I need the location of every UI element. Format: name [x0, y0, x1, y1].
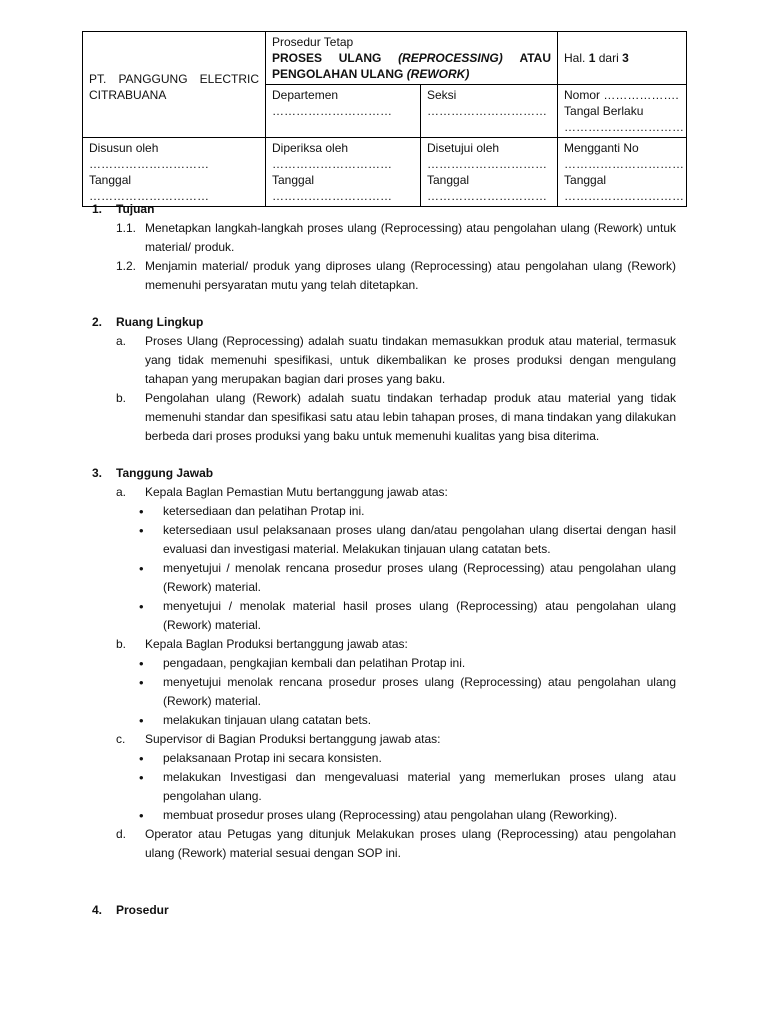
title-line-1	[272, 50, 551, 66]
document-body	[92, 200, 676, 920]
list-item	[92, 825, 676, 863]
item-label: a.	[116, 485, 127, 499]
title-cell	[266, 32, 558, 85]
bullet-list	[92, 502, 676, 635]
bullet-item: • pengadaan, pengkajian kembali dan pelatihan Protap ini.	[92, 654, 676, 673]
bullet-list	[92, 749, 676, 825]
bullet-item: • menyetujui / menolak rencana prosedur proses ulang (Reprocessing) atau pengolahan ulang (Rework) material.	[92, 559, 676, 597]
section-title: Tujuan	[116, 202, 155, 216]
page-total: 3	[622, 51, 629, 65]
section-number: 2.	[92, 315, 103, 329]
section-tanggung-jawab	[92, 464, 676, 863]
bullet-item: • melakukan tinjauan ulang catatan bets.	[92, 711, 676, 730]
prosedur-label: Prosedur Tetap	[272, 35, 354, 49]
section-ruang-lingkup	[92, 313, 676, 446]
departemen-value: …………………………	[272, 104, 392, 118]
title-line-2	[272, 66, 551, 82]
bullet-item: • membuat prosedur proses ulang (Reprocessing) atau pengolahan ulang (Reworking).	[92, 806, 676, 825]
section-number: 1.	[92, 202, 103, 216]
list-item	[92, 332, 676, 389]
company-name: PT. PANGGUNG ELECTRIC CITRABUANA	[89, 71, 259, 102]
list-item	[92, 219, 676, 257]
item-text: Kepala Baglan Produksi bertanggung jawab atas:	[145, 637, 408, 651]
item-text: Kepala Baglan Pemastian Mutu bertanggung jawab atas:	[145, 485, 448, 499]
title-word: (REPROCESSING)	[398, 51, 503, 65]
item-label: b.	[116, 391, 127, 405]
hal-mid: dari	[598, 51, 619, 65]
item-label: c.	[116, 732, 126, 746]
tanggal-label: Tanggal	[272, 173, 315, 187]
item-text: Operator atau Petugas yang ditunjuk Melakukan proses ulang (Reprocessing) atau pengolahan ulang (Rework) material sesuai dengan SOP ini.	[145, 827, 676, 860]
page-cell	[558, 32, 687, 85]
disetujui-label: Disetujui oleh	[427, 141, 500, 155]
tanggal-berlaku-label: Tangal Berlaku	[564, 104, 644, 118]
departemen-label: Departemen	[272, 88, 339, 102]
page-number: 1	[588, 51, 596, 65]
title-word: PENGOLAHAN ULANG	[272, 67, 404, 81]
date-dots: …………………………	[272, 189, 392, 203]
section-heading	[92, 901, 676, 920]
signature-dots: …………………………	[89, 157, 209, 171]
list-item	[92, 389, 676, 446]
departemen-cell	[266, 85, 421, 138]
mengganti-cell	[558, 138, 687, 207]
tanggal-label: Tanggal	[427, 173, 470, 187]
bullet-item: • pelaksanaan Protap ini secara konsisten.	[92, 749, 676, 768]
item-label: 1.1.	[116, 221, 137, 235]
section-heading	[92, 200, 676, 219]
date-dots: …………………………	[564, 189, 685, 203]
seksi-label: Seksi	[427, 88, 457, 102]
tanggal-berlaku-value: …………………………	[564, 120, 685, 134]
section-heading	[92, 313, 676, 332]
tanggal-label: Tanggal	[89, 173, 132, 187]
diperiksa-cell	[266, 138, 421, 207]
title-word: PROSES	[272, 51, 323, 65]
tanggal-label: Tanggal	[564, 173, 607, 187]
list-item	[92, 730, 676, 749]
item-text: Menetapkan langkah-langkah proses ulang (Reprocessing) atau pengolahan ulang (Rework) untuk material/ produk.	[145, 221, 676, 254]
list-item	[92, 257, 676, 295]
section-title: Ruang Lingkup	[116, 315, 204, 329]
disusun-label: Disusun oleh	[89, 141, 159, 155]
seksi-value: …………………………	[427, 104, 547, 118]
title-word: (REWORK)	[406, 67, 470, 81]
section-number: 3.	[92, 466, 103, 480]
item-label: d.	[116, 827, 127, 841]
bullet-item: • menyetujui / menolak material hasil proses ulang (Reprocessing) atau pengolahan ulang (Rework) material.	[92, 597, 676, 635]
nomor-cell	[558, 85, 687, 138]
item-text: Menjamin material/ produk yang diproses ulang (Reprocessing) atau pengolahan ulang (Rework) memenuhi persyaratan mutu yang telah ditetapkan.	[145, 259, 676, 292]
list-item	[92, 483, 676, 502]
bullet-item: • melakukan Investigasi dan mengevaluasi material yang memerlukan proses ulang atau pengolahan ulang.	[92, 768, 676, 806]
section-title: Prosedur	[116, 903, 169, 917]
bullet-item: • ketersediaan dan pelatihan Protap ini.	[92, 502, 676, 521]
disetujui-cell	[421, 138, 558, 207]
section-prosedur	[92, 901, 676, 920]
diperiksa-label: Diperiksa oleh	[272, 141, 349, 155]
item-label: a.	[116, 334, 127, 348]
date-dots: …………………………	[427, 189, 547, 203]
hal-prefix: Hal.	[564, 51, 586, 65]
mengganti-label: Mengganti No	[564, 141, 639, 155]
item-text: Supervisor di Bagian Produksi bertanggung jawab atas:	[145, 732, 441, 746]
bullet-list	[92, 654, 676, 730]
item-text: Proses Ulang (Reprocessing) adalah suatu tindakan memasukkan produk atau material, termasuk yang tidak memenuhi spesifikasi, untuk dikembalikan ke proses produksi dengan mengulang tahapan yang merupakan bagian dari proses yang baku.	[145, 334, 676, 386]
section-number: 4.	[92, 903, 103, 917]
item-text: Pengolahan ulang (Rework) adalah suatu tindakan terhadap produk atau material yang tidak memenuhi standar dan spesifikasi satu atau lebin tahapan proses, di mana tindakan yang dilakukan berbeda dari proses produksi yang baku untuk memenuhi kualitas yang bisa diterima.	[145, 391, 676, 443]
nomor-label: Nomor ……………….	[564, 88, 679, 102]
item-label: b.	[116, 637, 127, 651]
document-header-table	[82, 31, 687, 207]
bullet-item: • menyetujui menolak rencana prosedur proses ulang (Reprocessing) atau pengolahan ulang (Rework) material.	[92, 673, 676, 711]
section-tujuan	[92, 200, 676, 295]
section-heading	[92, 464, 676, 483]
date-dots: …………………………	[89, 189, 209, 203]
section-title: Tanggung Jawab	[116, 466, 214, 480]
list-item	[92, 635, 676, 654]
disusun-cell	[83, 138, 266, 207]
signature-dots: …………………………	[272, 157, 392, 171]
title-word: ULANG	[338, 51, 382, 65]
company-cell	[83, 32, 266, 138]
seksi-cell	[421, 85, 558, 138]
signature-dots: …………………………	[427, 157, 547, 171]
bullet-item: • ketersediaan usul pelaksanaan proses ulang dan/atau pengolahan ulang disertai dengan hasil evaluasi dan investigasi material. Melakukan tinjauan ulang catatan bets.	[92, 521, 676, 559]
signature-dots: …………………………	[564, 157, 685, 171]
item-label: 1.2.	[116, 259, 137, 273]
title-word: ATAU	[519, 51, 551, 65]
